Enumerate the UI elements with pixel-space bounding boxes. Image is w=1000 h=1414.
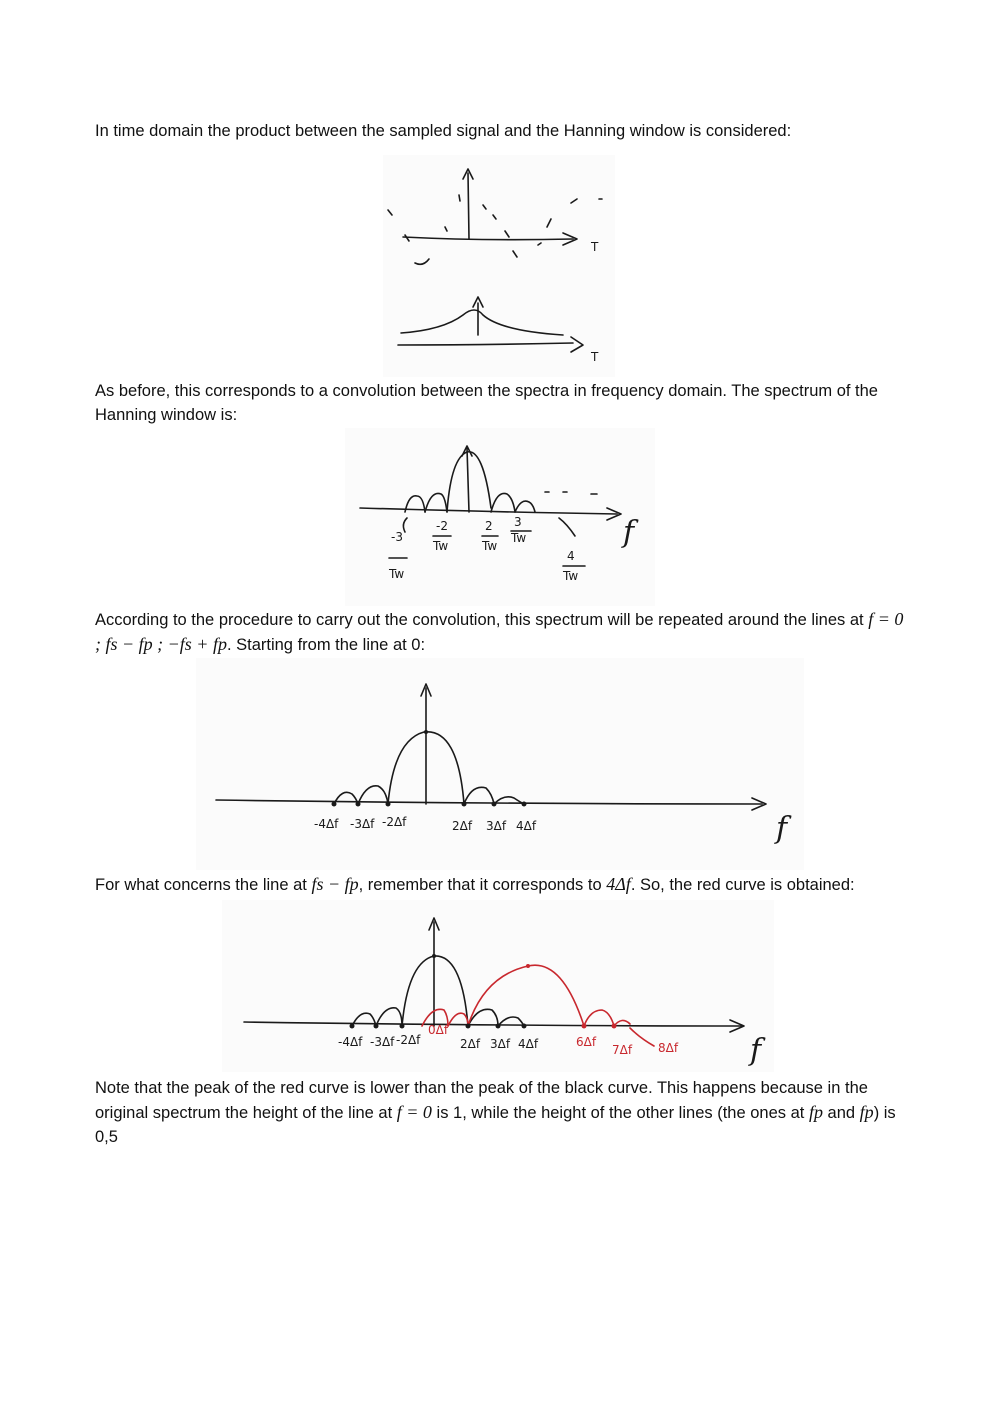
tick-minus4df: -4Δf — [314, 817, 339, 831]
figure-red-curve — [222, 900, 774, 1072]
math-expression: fs − fp — [311, 874, 359, 894]
paragraph-peak-note — [95, 1076, 905, 1149]
tick-8df-red: 8Δf — [658, 1041, 679, 1055]
tick-0df-red: 0Δf — [428, 1023, 449, 1037]
f-axis-label: f — [623, 515, 635, 550]
paragraph-text: According to the procedure to carry out the convolution, this spectrum will be repeated around the lines at — [95, 611, 864, 629]
paragraph-text: . Starting from the line at 0: — [226, 636, 426, 654]
tick-minus3: -3 — [391, 530, 403, 544]
tick-4df: 4Δf — [518, 1037, 539, 1051]
tick-7df-red: 7Δf — [612, 1043, 633, 1057]
tick-3: 3 — [514, 515, 522, 529]
tick-2: 2 — [485, 519, 493, 533]
tick-tw: Tw — [511, 531, 527, 545]
tick-minus3df: -3Δf — [370, 1035, 395, 1049]
t-axis-label-bottom: T — [591, 350, 599, 364]
paragraph-text: Note that the peak of the red curve is lower than the peak of the black curve. This happens because in the original spectrum the height of the line at — [95, 1079, 868, 1122]
paragraph-red-curve — [95, 872, 905, 897]
tick-4: 4 — [567, 549, 575, 563]
paragraph-text: ) is 0,5 — [95, 1104, 896, 1146]
tick-tw: Tw — [389, 567, 405, 581]
tick-tw: Tw — [482, 539, 498, 553]
figure-time-domain — [383, 155, 615, 377]
tick-minus2df: -2Δf — [382, 815, 407, 829]
math-expression: 4Δf — [606, 874, 631, 894]
paragraph-text: For what concerns the line at — [95, 876, 307, 894]
tick-3df: 3Δf — [490, 1037, 511, 1051]
math-expression: fp — [859, 1102, 874, 1122]
paragraph-text: In time domain the product between the sampled signal and the Hanning window is considered: — [95, 122, 792, 140]
tick-2df: 2Δf — [452, 819, 473, 833]
tick-minus4df: -4Δf — [338, 1035, 363, 1049]
tick-2df: 2Δf — [460, 1037, 481, 1051]
tick-tw: Tw — [433, 539, 449, 553]
tick-6df-red: 6Δf — [576, 1035, 597, 1049]
figure-hanning-spectrum — [345, 428, 655, 606]
paragraph-text: is 1, while the height of the other lines (the ones at — [436, 1104, 805, 1122]
paragraph-text: . So, the red curve is obtained: — [630, 876, 855, 894]
f-axis-label: f — [776, 811, 788, 846]
tick-tw: Tw — [563, 569, 579, 583]
tick-3df: 3Δf — [486, 819, 507, 833]
tick-minus3df: -3Δf — [350, 817, 375, 831]
math-expression: f = 0 ; fs − fp ; −fs + fp — [95, 609, 904, 654]
tick-minus2: -2 — [436, 519, 448, 533]
paragraph-text: , remember that it corresponds to — [358, 876, 602, 894]
math-expression: f = 0 — [396, 1102, 432, 1122]
paragraph-text: and — [827, 1104, 856, 1122]
tick-minus2df: -2Δf — [396, 1033, 421, 1047]
figure-spectrum-at-zero — [196, 658, 804, 870]
f-axis-label: f — [750, 1033, 762, 1068]
paragraph-text: As before, this corresponds to a convolution between the spectra in frequency domain. The spectrum of the Hanning window is: — [95, 382, 878, 424]
math-expression: fp — [808, 1102, 823, 1122]
paragraph-convolution — [95, 379, 905, 427]
paragraph-repeated-spectrum — [95, 607, 905, 657]
tick-4df: 4Δf — [516, 819, 537, 833]
t-axis-label-top: T — [591, 240, 599, 254]
paragraph-time-domain — [95, 119, 905, 143]
